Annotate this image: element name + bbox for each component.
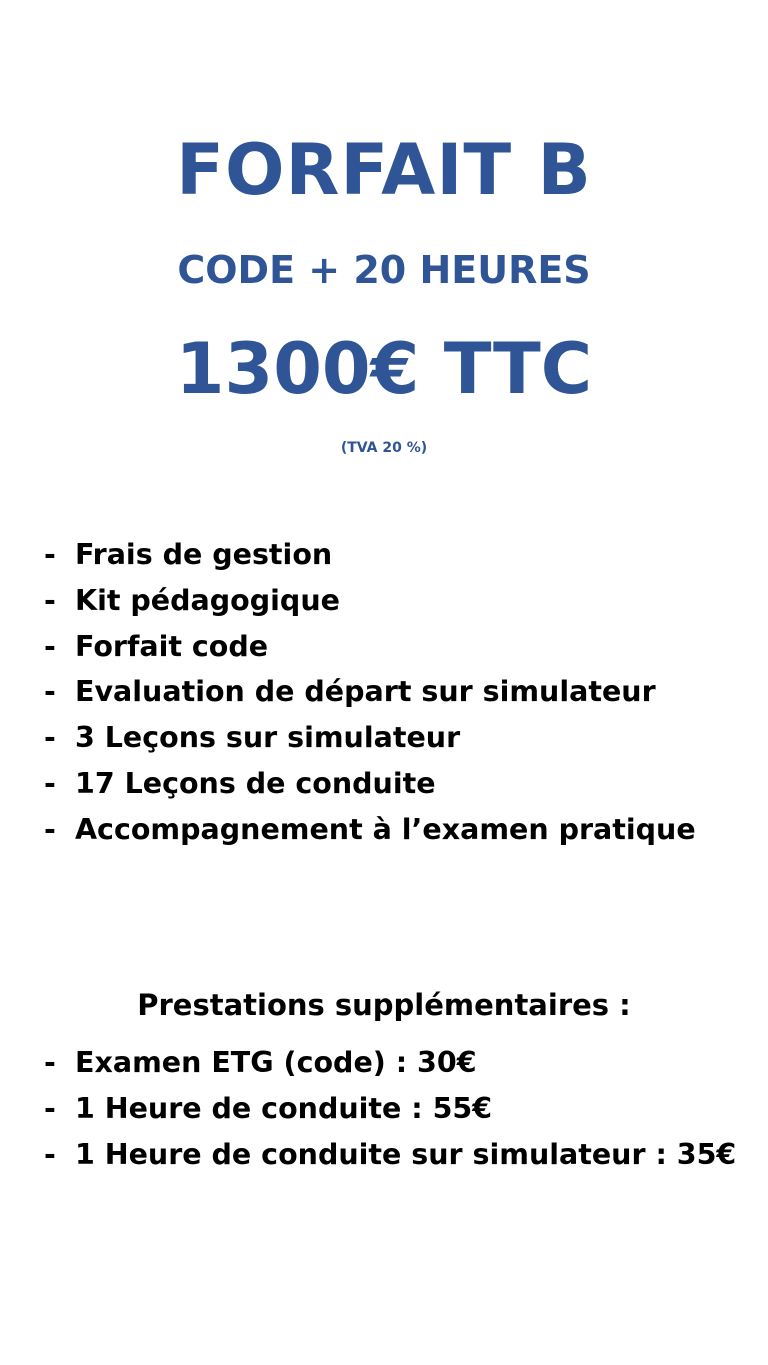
list-item-label: 1 Heure de conduite sur simulateur : 35€: [75, 1137, 737, 1171]
list-item-label: 1 Heure de conduite : 55€: [75, 1091, 493, 1125]
list-item: [44, 532, 744, 578]
list-item-label: Accompagnement à l’examen pratique: [75, 812, 696, 846]
list-item-label: Forfait code: [75, 629, 269, 663]
package-subtitle: CODE + 20 HEURES: [177, 248, 591, 292]
list-item-label: 17 Leçons de conduite: [75, 766, 436, 800]
list-item-label: Frais de gestion: [75, 538, 333, 571]
bullet-dash: -: [44, 1091, 56, 1125]
package-price: 1300€ TTC: [175, 328, 593, 410]
bullet-dash: -: [44, 583, 56, 617]
list-item: [44, 1086, 744, 1132]
list-item-label: 3 Leçons sur simulateur: [75, 721, 461, 755]
bullet-dash: -: [44, 629, 56, 663]
package-title: FORFAIT B: [176, 129, 592, 211]
list-item: [44, 715, 744, 761]
bullet-dash: -: [44, 1137, 56, 1171]
tax-note: (TVA 20 %): [340, 440, 428, 456]
list-item-label: Evaluation de départ sur simulateur: [75, 675, 656, 709]
list-item-label: Kit pédagogique: [75, 583, 340, 617]
extras-heading: Prestations supplémentaires :: [137, 988, 631, 1022]
extra-services-list: [44, 1040, 744, 1177]
list-item: [44, 807, 744, 853]
bullet-dash: -: [44, 538, 56, 571]
bullet-dash: -: [44, 675, 56, 709]
list-item: [44, 1132, 744, 1178]
bullet-dash: -: [44, 1046, 56, 1079]
list-item-label: Examen ETG (code) : 30€: [75, 1046, 477, 1079]
bullet-dash: -: [44, 721, 56, 755]
bullet-dash: -: [44, 766, 56, 800]
list-item: [44, 578, 744, 624]
list-item: [44, 669, 744, 715]
included-items-list: [44, 532, 744, 853]
list-item: [44, 624, 744, 670]
list-item: [44, 761, 744, 807]
list-item: [44, 1040, 744, 1086]
bullet-dash: -: [44, 812, 56, 846]
